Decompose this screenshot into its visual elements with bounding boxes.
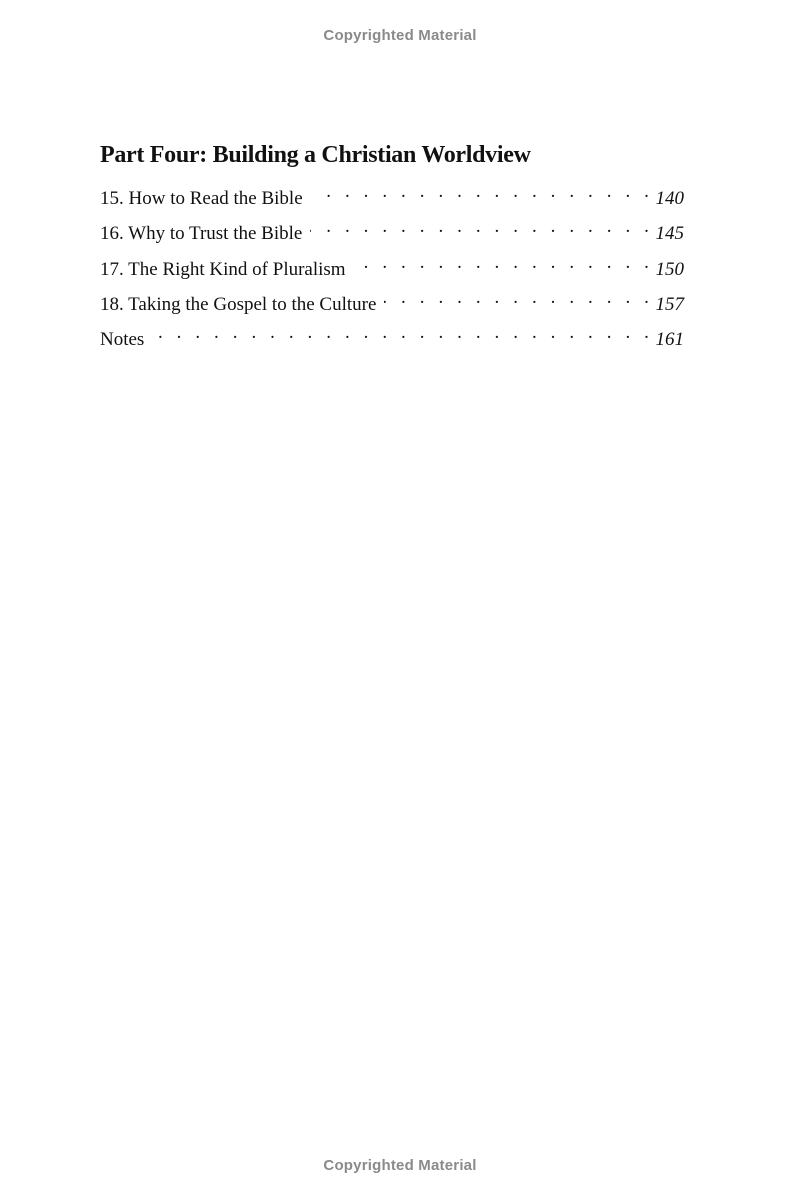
toc-entry [100,321,684,356]
toc-entry [100,180,684,215]
dot-leader [152,321,653,345]
dot-leader [311,180,654,204]
toc-entry [100,286,684,321]
copyright-watermark-bottom: Copyrighted Material [323,1157,477,1174]
dot-leader [310,215,653,239]
dot-leader [354,251,654,275]
toc-entry-page: 140 [655,188,684,209]
toc-entry-page: 157 [655,293,684,315]
part-heading: Part Four: Building a Christian Worldview [100,142,531,168]
toc-list [100,180,684,356]
toc-entry-title: Notes [100,329,145,351]
toc-entry [100,215,684,250]
dot-leader [384,286,653,310]
toc-entry-title: 16. Why to Trust the Bible [100,223,303,245]
toc-entry-title: 17. The Right Kind of Pluralism [100,258,346,280]
copyright-watermark-top: Copyrighted Material [323,27,477,44]
toc-entry-page: 145 [655,223,684,245]
toc-entry [100,251,684,286]
table-of-contents [100,140,684,356]
toc-entry-title: 18. Taking the Gospel to the Culture [100,293,377,315]
toc-entry-title: 15. How to Read the Bible [100,188,303,209]
toc-entry-page: 150 [655,258,684,280]
toc-entry-page: 161 [655,329,684,351]
